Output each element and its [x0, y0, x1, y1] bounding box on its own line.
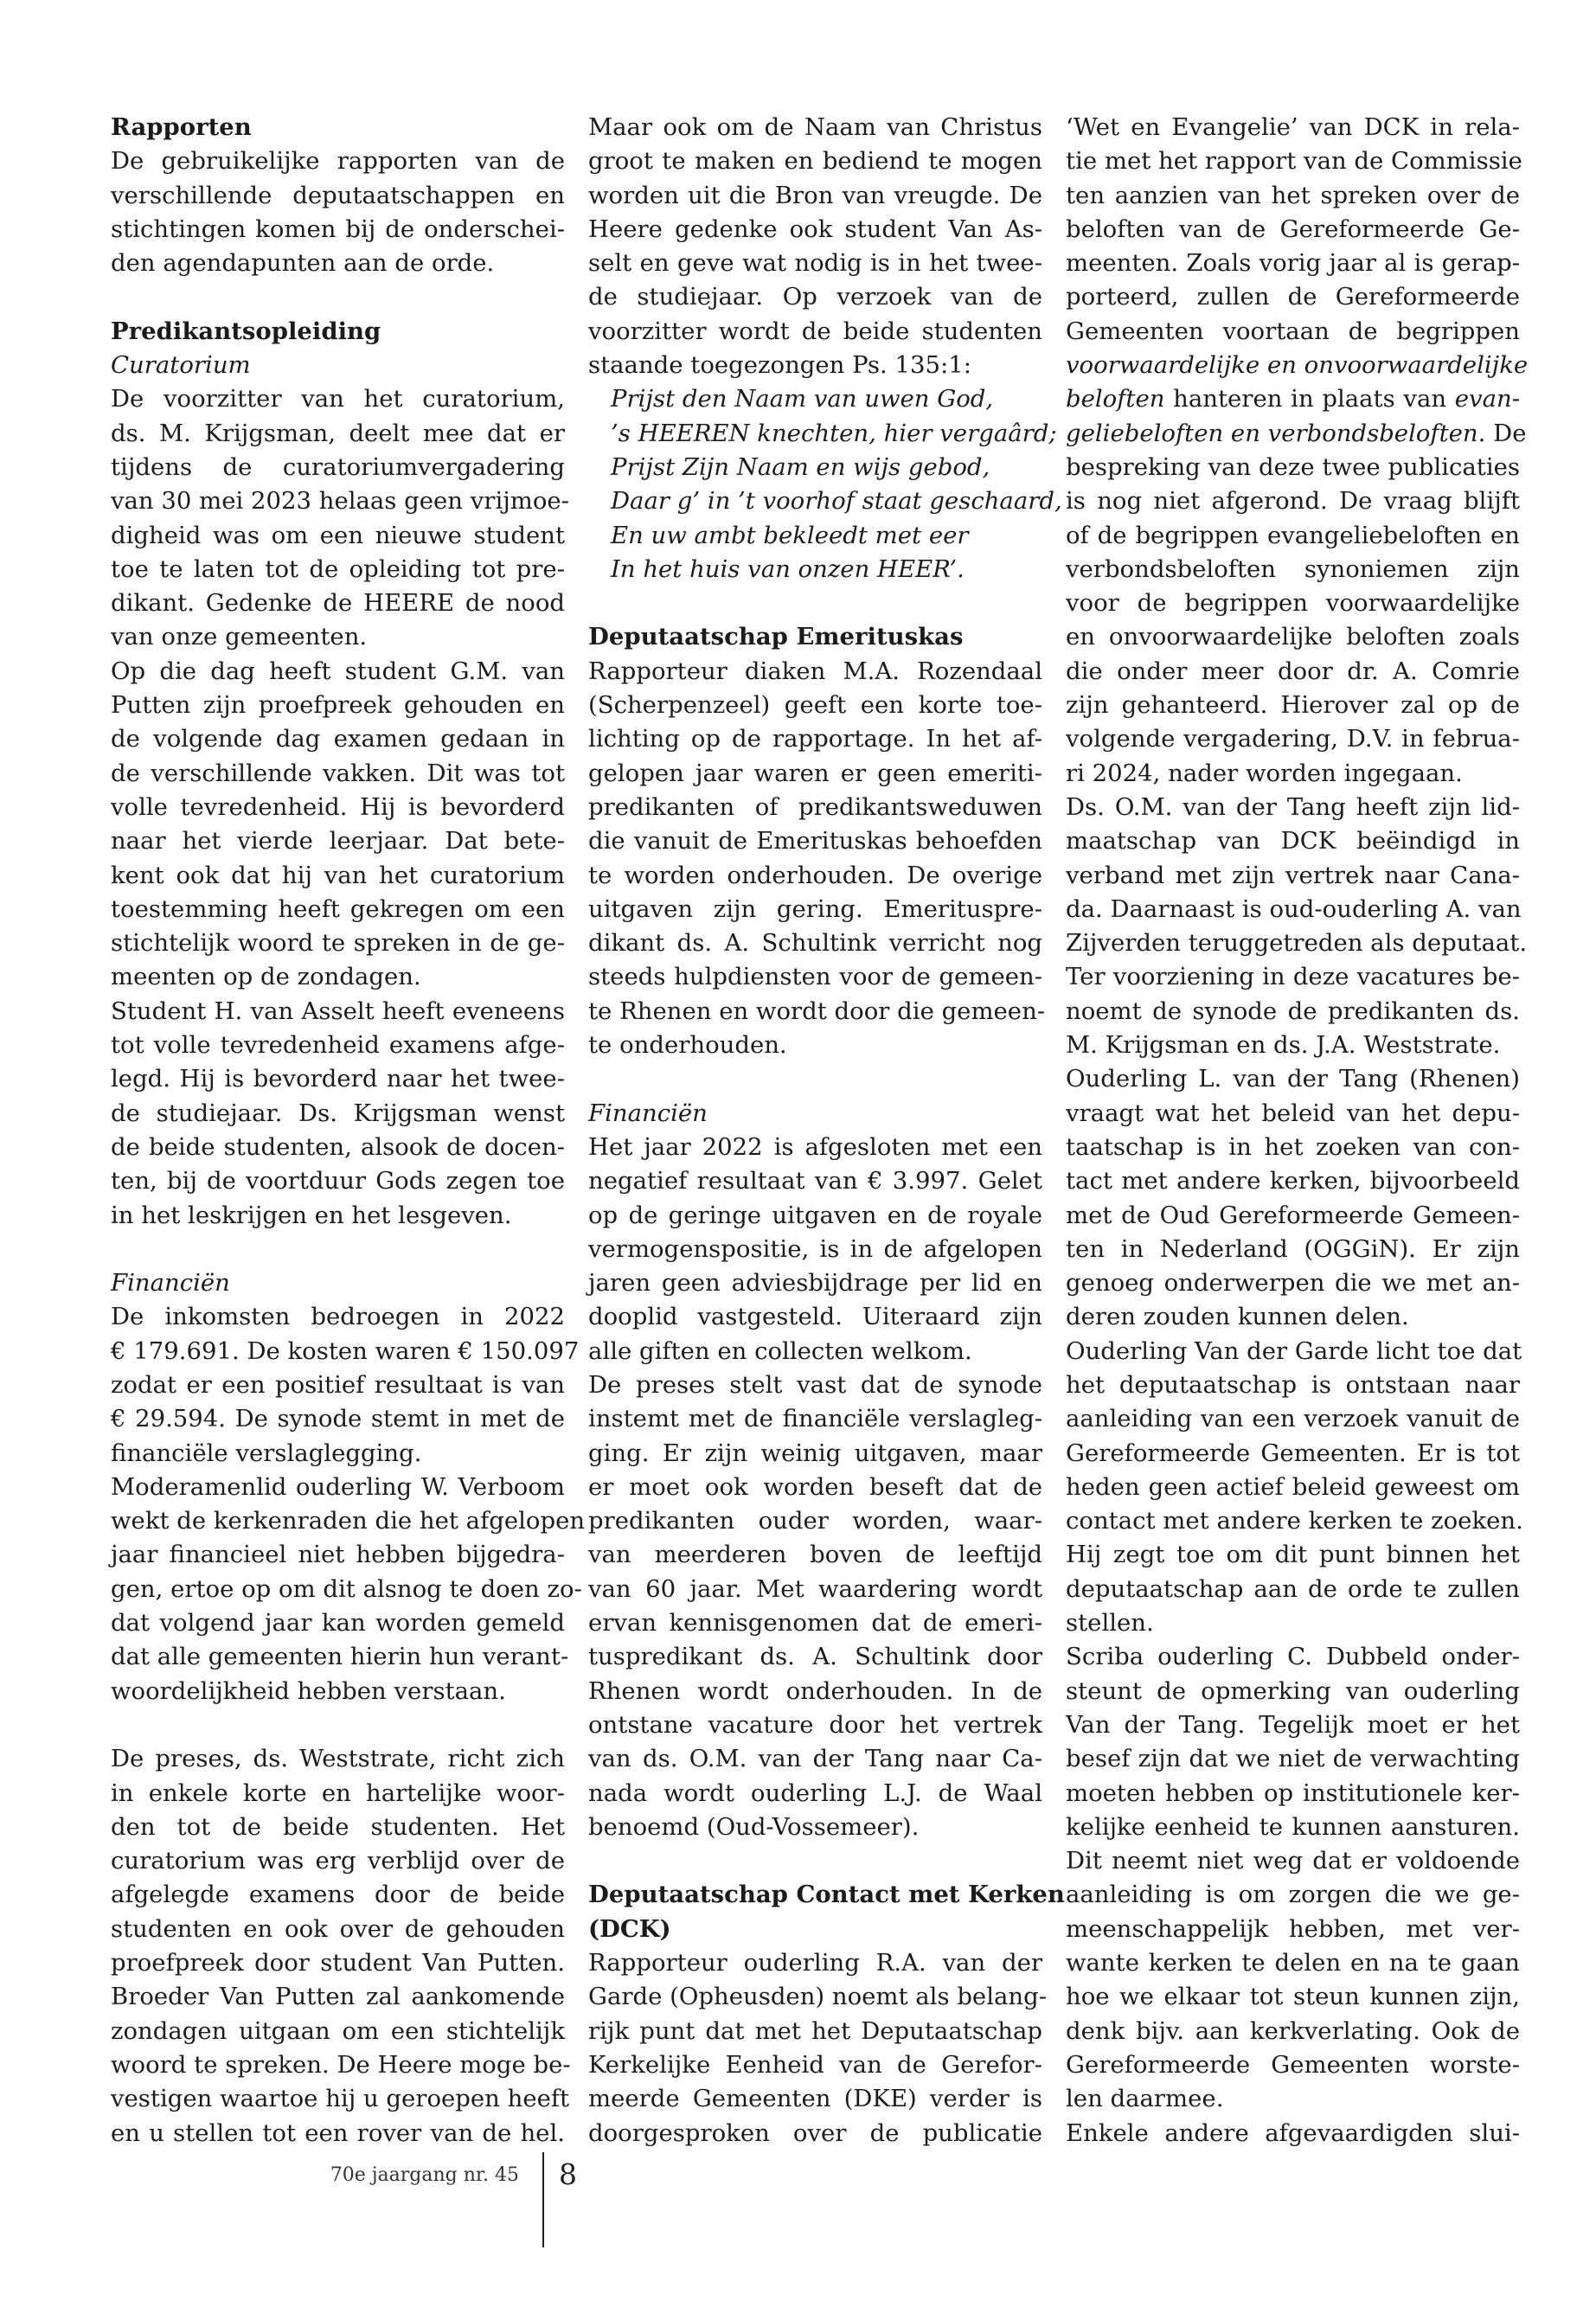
text-line: die vanuit de Emerituskas behoefden — [588, 827, 1042, 856]
text-line: tijdens de curatoriumvergadering — [111, 452, 565, 481]
text-line: Het jaar 2022 is afgesloten met een — [588, 1132, 1042, 1161]
text-line: wekt de kerkenraden die het afgelopen — [111, 1507, 586, 1535]
text-line: in enkele korte en hartelijke woor- — [111, 1779, 565, 1807]
text-line: den tot de beide studenten. Het — [111, 1812, 565, 1841]
text-line: negatief resultaat van € 3.997. Gelet — [588, 1167, 1042, 1195]
text-line: Garde (Opheusden) noemt als belang- — [588, 1983, 1048, 2011]
text-line: van 30 mei 2023 helaas geen vrijmoe- — [111, 487, 569, 516]
emphasis: geliebeloften en verbondsbeloften — [1066, 419, 1478, 447]
text-line: voor de begrippen voorwaardelijke — [1066, 589, 1520, 618]
text-line: meerde Gemeenten (DKE) verder is — [588, 2085, 1042, 2113]
text-line: Dit neemt niet weg dat er voldoende — [1066, 1847, 1520, 1875]
text-line: Op die dag heeft student G.M. van — [111, 657, 565, 685]
text-line: besef zijn dat we niet de verwachting — [1066, 1745, 1520, 1773]
text-line: Gereformeerde Gemeenten. Er is tot — [1066, 1439, 1520, 1467]
paragraph-gap — [111, 280, 565, 314]
text-line: De preses, ds. Weststrate, richt zich — [111, 1745, 565, 1773]
text-line: te Rhenen en wordt door die gemeen- — [588, 997, 1046, 1025]
text-line: Enkele andere afgevaardigden slui- — [1066, 2118, 1520, 2147]
text-line: of de begrippen evangeliebeloften en — [1066, 521, 1520, 549]
text-line: volgende vergadering, D.V. in februa- — [1066, 725, 1520, 753]
text-line: Moderamenlid ouderling W. Verboom — [111, 1472, 565, 1501]
text-line: de studiejaar. Op verzoek van de — [588, 283, 1042, 311]
text-line: len daarmee. — [1066, 2085, 1224, 2113]
paragraph-gap — [111, 1233, 565, 1266]
text-line: zijn gehanteerd. Hierover zal op de — [1066, 691, 1520, 720]
italic-line: Curatorium — [111, 351, 251, 380]
text-line: De preses stelt vast dat de synode — [588, 1370, 1042, 1399]
text-line: Van der Tang. Tegelijk moet er het — [1066, 1710, 1520, 1739]
text-line: aanleiding van een verzoek vanuit de — [1066, 1405, 1520, 1433]
italic-line: Financiën — [588, 1099, 708, 1127]
text-line: de verschillende vakken. Dit was tot — [111, 759, 565, 787]
text-line: contact met andere kerken te zoeken. — [1066, 1507, 1523, 1535]
text-line: er moet ook worden beseft dat de — [588, 1472, 1042, 1501]
text-line: beloften van de Gereformeerde Ge- — [1066, 215, 1520, 243]
text-line: verschillende deputaatschappen en — [111, 181, 565, 209]
psalm-verse-line: Prijst den Naam van uwen God, — [611, 385, 994, 413]
italic-line: voorwaardelijke en onvoorwaardelijke — [1066, 351, 1529, 380]
text-line: beloften hanteren in plaats van evan- — [1066, 385, 1520, 413]
text-line: woordelijkheid hebben verstaan. — [111, 1676, 506, 1705]
text-line: gelopen jaar waren er geen emeriti- — [588, 759, 1042, 787]
text-line: Student H. van Asselt heeft eveneens — [111, 997, 565, 1025]
page-number: 8 — [559, 2157, 577, 2191]
text-line: ten aanzien van het spreken over de — [1066, 181, 1520, 209]
text-line: ging. Er zijn weinig uitgaven, maar — [588, 1439, 1042, 1467]
text-line: lichting op de rapportage. In het af- — [588, 725, 1042, 753]
text-line: dat alle gemeenten hierin hun verant- — [111, 1643, 569, 1671]
text-line: Gereformeerde Gemeenten worste- — [1066, 2050, 1520, 2079]
psalm-verse-line: Daar g’ in ’t voorhof staat geschaard, — [611, 487, 1062, 516]
text-line: instemt met de financiële verslagleg- — [588, 1405, 1042, 1433]
text-line: noemt de synode de predikanten ds. — [1066, 997, 1520, 1025]
text-line: van 60 jaar. Met waardering wordt — [588, 1574, 1042, 1603]
text-line: en onvoorwaardelijke beloften zoals — [1066, 623, 1520, 651]
text-line: vermogenspositie, is in de afgelopen — [588, 1234, 1042, 1263]
text-line: Maar ook om de Naam van Christus — [588, 113, 1042, 141]
text-line: € 179.691. De kosten waren € 150.097 — [111, 1336, 580, 1365]
text-line: naar het vierde leerjaar. Dat bete- — [111, 827, 565, 856]
text-line: vestigen waartoe hij u geroepen heeft — [111, 2085, 570, 2113]
text-line: meenten op de zondagen. — [111, 963, 421, 991]
text-line: aanleiding is om zorgen die we ge- — [1066, 1881, 1520, 1909]
text-line: Ter voorziening in deze vacatures be- — [1066, 963, 1520, 991]
text-line: stichtingen komen bij de onderschei- — [111, 215, 565, 243]
text-line: studenten en ook over de gehouden — [111, 1914, 565, 1943]
text-column-2 — [588, 111, 1065, 2150]
text-line: deputaatschap aan de orde te zullen — [1066, 1574, 1520, 1603]
page-footer — [0, 2152, 1596, 2247]
text-line: worden uit die Bron van vreugde. De — [588, 181, 1042, 209]
text-line: ri 2024, nader worden ingegaan. — [1066, 759, 1463, 787]
text-line: woord te spreken. De Heere moge be- — [111, 2050, 571, 2079]
text-line: digheid was om een nieuwe student — [111, 521, 565, 549]
text-line: gen, ertoe op om dit alsnog te doen zo- — [111, 1574, 582, 1603]
text-line: van meerderen boven de leeftijd — [588, 1541, 1042, 1569]
text-line: groot te maken en bediend te mogen — [588, 147, 1042, 176]
text-line: stellen. — [1066, 1609, 1154, 1638]
text-line: meenschappelijk hebben, met ver- — [1066, 1914, 1520, 1943]
text-line: van onze gemeenten. — [111, 623, 368, 651]
text-line: het deputaatschap is ontstaan naar — [1066, 1370, 1520, 1399]
text-line: predikanten ouder worden, waar- — [588, 1507, 1042, 1535]
text-line: en u stellen tot een rover van de hel. — [111, 2118, 565, 2147]
psalm-verse-line: En uw ambt bekleedt met eer — [611, 521, 969, 549]
text-line: jaar financieel niet hebben bijgedra- — [111, 1541, 565, 1569]
text-line: Gemeenten voortaan de begrippen — [1066, 317, 1520, 345]
text-line: Heere gedenke ook student Van As- — [588, 215, 1042, 243]
text-line: uitgaven zijn gering. Emerituspre- — [588, 894, 1042, 923]
text-line: dooplid vastgesteld. Uiteraard zijn — [588, 1303, 1042, 1331]
psalm-verse-line: In het huis van onzen HEER’. — [611, 554, 965, 583]
text-line: De voorzitter van het curatorium, — [111, 385, 565, 413]
text-line: de volgende dag examen gedaan in — [111, 725, 565, 753]
section-heading: Predikantsopleiding — [111, 317, 381, 345]
text-line: bespreking van deze twee publicaties — [1066, 452, 1520, 481]
text-line: steeds hulpdiensten voor de gemeen- — [588, 963, 1042, 991]
psalm-verse-line: ’s HEEREN knechten, hier vergaârd; — [611, 419, 1057, 447]
text-line: volle tevredenheid. Hij is bevorderd — [111, 792, 565, 821]
text-line: zondagen uitgaan om een stichtelijk — [111, 2016, 565, 2045]
text-line: financiële verslaglegging. — [111, 1439, 422, 1467]
text-line: staande toegezongen Ps. 135:1: — [588, 351, 972, 380]
text-line: € 29.594. De synode stemt in met de — [111, 1405, 565, 1433]
text-line: Putten zijn proefpreek gehouden en — [111, 691, 565, 720]
text-line: ten, bij de voortduur Gods zegen toe — [111, 1167, 565, 1195]
psalm-verse-line: Prijst Zijn Naam en wijs gebod, — [611, 452, 990, 481]
text-line: de studiejaar. Ds. Krijgsman wenst — [111, 1099, 565, 1127]
text-line: da. Daarnaast is oud-ouderling A. van — [1066, 894, 1522, 923]
text-line: voorzitter wordt de beide studenten — [588, 317, 1042, 345]
text-line: porteerd, zullen de Gereformeerde — [1066, 283, 1520, 311]
text-line: kent ook dat hij van het curatorium — [111, 861, 565, 889]
text-line: met de Oud Gereformeerde Gemeen- — [1066, 1201, 1520, 1229]
text-line: dikant. Gedenke de HEERE de nood — [111, 589, 565, 618]
text-line: te worden onderhouden. De overige — [588, 861, 1042, 889]
text-line: vraagt wat het beleid van het depu- — [1066, 1099, 1520, 1127]
text-line: ‘Wet en Evangelie’ van DCK in rela- — [1066, 113, 1520, 141]
section-heading: Rapporten — [111, 113, 252, 141]
text-line: Scriba ouderling C. Dubbeld onder- — [1066, 1643, 1520, 1671]
text-line: moeten hebben op institutionele ker- — [1066, 1779, 1520, 1807]
text-line: Zijverden teruggetreden als deputaat. — [1066, 929, 1528, 958]
text-line: geliebeloften en verbondsbeloften. De — [1066, 419, 1527, 447]
text-line: die onder meer door dr. A. Comrie — [1066, 657, 1520, 685]
text-line: in het leskrijgen en het lesgeven. — [111, 1201, 512, 1229]
text-line: ds. M. Krijgsman, deelt mee dat er — [111, 419, 565, 447]
text-line: tuspredikant ds. A. Schultink door — [588, 1643, 1042, 1671]
text-line: zodat er een positief resultaat is van — [111, 1370, 565, 1399]
text-line: Rapporteur diaken M.A. Rozendaal — [588, 657, 1042, 685]
text-line: ervan kennisgenomen dat de emeri- — [588, 1609, 1042, 1638]
text-line: (Scherpenzeel) geeft een korte toe- — [588, 691, 1042, 720]
text-line: M. Krijgsman en ds. J.A. Weststrate. — [1066, 1031, 1501, 1060]
text-line: selt en geve wat nodig is in het twee- — [588, 249, 1042, 278]
text-line: Hij zegt toe om dit punt binnen het — [1066, 1541, 1520, 1569]
emphasis: evan- — [1454, 385, 1520, 413]
text-line: maatschap van DCK beëindigd in — [1066, 827, 1520, 856]
text-line: toestemming heeft gekregen om een — [111, 894, 565, 923]
text-line: van ds. O.M. van der Tang naar Ca- — [588, 1745, 1042, 1773]
text-line: is nog niet afgerond. De vraag blijft — [1066, 487, 1520, 516]
text-line: Ds. O.M. van der Tang heeft zijn lid- — [1066, 792, 1520, 821]
text-line: jaren geen adviesbijdrage per lid en — [588, 1269, 1042, 1298]
page-divider — [542, 2152, 544, 2247]
paragraph-gap — [588, 586, 1042, 620]
text-line: ontstane vacature door het vertrek — [588, 1710, 1042, 1739]
text-line: doorgesproken over de publicatie — [588, 2118, 1042, 2147]
text-line: te onderhouden. — [588, 1031, 787, 1060]
text-line: genoeg onderwerpen die we met an- — [1066, 1269, 1520, 1298]
text-line: Ouderling Van der Garde licht toe dat — [1066, 1336, 1522, 1365]
section-heading: Deputaatschap Emerituskas — [588, 623, 964, 651]
text-line: De inkomsten bedroegen in 2022 — [111, 1303, 565, 1331]
text-line: de beide studenten, alsook de docen- — [111, 1132, 565, 1161]
text-column-3 — [1066, 111, 1529, 2150]
text-line: Broeder Van Putten zal aankomende — [111, 1983, 565, 2011]
text-line: tot volle tevredenheid examens afge- — [111, 1031, 565, 1060]
text-line: denk bijv. aan kerkverlating. Ook de — [1066, 2016, 1520, 2045]
text-line: predikanten of predikantsweduwen — [588, 792, 1042, 821]
text-line: heden geen actief beleid geweest om — [1066, 1472, 1520, 1501]
section-heading: (DCK) — [588, 1914, 671, 1943]
text-line: kelijke eenheid te kunnen aansturen. — [1066, 1812, 1520, 1841]
text-line: den agendapunten aan de orde. — [111, 249, 495, 278]
section-heading: Deputaatschap Contact met Kerken — [588, 1881, 1065, 1909]
text-line: alle giften en collecten welkom. — [588, 1336, 972, 1365]
text-line: afgelegde examens door de beide — [111, 1881, 565, 1909]
text-line: legd. Hij is bevorderd naar het twee- — [111, 1065, 565, 1093]
text-line: taatschap is in het zoeken van con- — [1066, 1132, 1520, 1161]
text-line: curatorium was erg verblijd over de — [111, 1847, 565, 1875]
text-column-1 — [111, 111, 586, 2150]
text-line: tie met het rapport van de Commissie — [1066, 147, 1522, 176]
text-line: meenten. Zoals vorig jaar al is gerap- — [1066, 249, 1520, 278]
issue-label: 70e jaargang nr. 45 — [330, 2164, 519, 2186]
text-line: deren zouden kunnen delen. — [1066, 1303, 1409, 1331]
text-line: op de geringe uitgaven en de royale — [588, 1201, 1042, 1229]
paragraph-gap — [111, 1708, 565, 1742]
text-line: tact met andere kerken, bijvoorbeeld — [1066, 1167, 1520, 1195]
paragraph-gap — [588, 1062, 1042, 1096]
text-line: wante kerken te delen en na te gaan — [1066, 1949, 1520, 1977]
text-line: De gebruikelijke rapporten van de — [111, 147, 565, 176]
emphasis: beloften — [1066, 385, 1165, 413]
text-line: steunt de opmerking van ouderling — [1066, 1676, 1520, 1705]
text-line: toe te laten tot de opleiding tot pre- — [111, 554, 565, 583]
text-line: benoemd (Oud-Vossemeer). — [588, 1812, 920, 1841]
text-line: verbondsbeloften synoniemen zijn — [1066, 554, 1520, 583]
text-line: Rapporteur ouderling R.A. van der — [588, 1949, 1042, 1977]
text-line: Ouderling L. van der Tang (Rhenen) — [1066, 1065, 1520, 1093]
text-line: rijk punt dat met het Deputaatschap — [588, 2016, 1042, 2045]
text-line: verband met zijn vertrek naar Cana- — [1066, 861, 1520, 889]
text-line: dikant ds. A. Schultink verricht nog — [588, 929, 1042, 958]
text-line: proefpreek door student Van Putten. — [111, 1949, 565, 1977]
text-line: hoe we elkaar tot steun kunnen zijn, — [1066, 1983, 1520, 2011]
italic-line: Financiën — [111, 1269, 230, 1298]
paragraph-gap — [588, 1844, 1042, 1878]
text-line: stichtelijk woord te spreken in de ge- — [111, 929, 565, 958]
text-line: ten in Nederland (OGGiN). Er zijn — [1066, 1234, 1520, 1263]
text-line: Kerkelijke Eenheid van de Gerefor- — [588, 2050, 1042, 2079]
text-line: nada wordt ouderling L.J. de Waal — [588, 1779, 1042, 1807]
text-line: dat volgend jaar kan worden gemeld — [111, 1609, 565, 1638]
text-line: Rhenen wordt onderhouden. In de — [588, 1676, 1042, 1705]
